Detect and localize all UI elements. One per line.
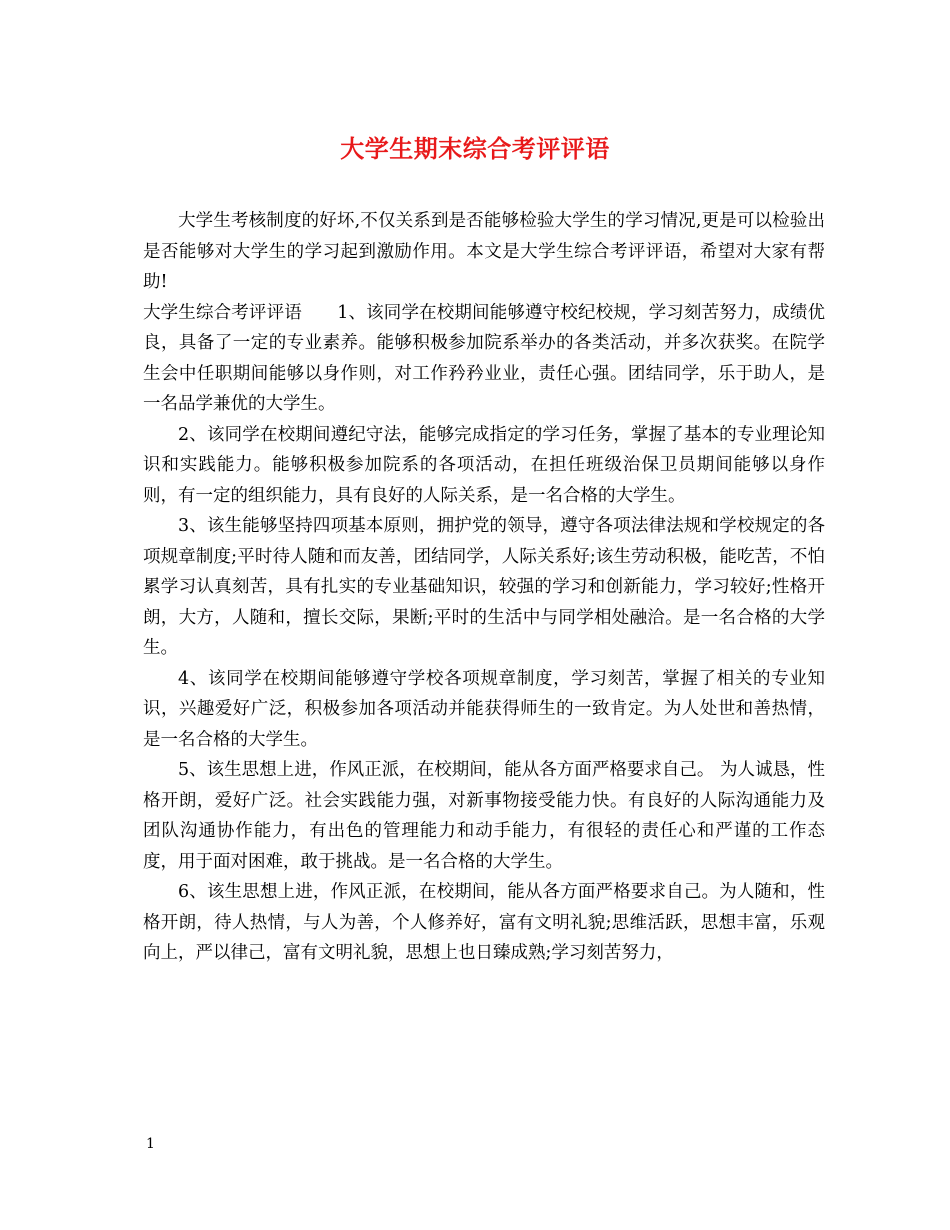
comment-paragraph-3: 3、该生能够坚持四项基本原则，拥护党的领导，遵守各项法律法规和学校规定的各项规章制度;平时待人随和而友善，团结同学，人际关系好;该生劳动积极，能吃苦，不怕累学习认真刻苦，具有扎实的专业基础知识，较强的学习和创新能力，学习较好;性格开朗，大方，人随和，擅长交际，果断;平时的生活中与同学相处融洽。是一名合格的大学生。 (143, 516, 825, 658)
comment-paragraph-6: 6、该生思想上进，作风正派，在校期间，能从各方面严格要求自己。为人随和，性格开朗，待人热情，与人为善，个人修养好，富有文明礼貌;思维活跃，思想丰富，乐观向上，严以律己，富有文明礼貌，思想上也日臻成熟;学习刻苦努力， (143, 882, 825, 963)
intro-paragraph: 大学生考核制度的好坏,不仅关系到是否能够检验大学生的学习情况,更是可以检验出是否能够对大学生的学习起到激励作用。本文是大学生综合考评评语，希望对大家有帮助! (143, 211, 825, 292)
page-number: 1 (146, 1136, 155, 1152)
document-title: 大学生期末综合考评评语 (340, 134, 610, 163)
document-body (143, 206, 825, 969)
comment-paragraph-1: 大学生综合考评评语 1、该同学在校期间能够遵守校纪校规，学习刻苦努力，成绩优良，具备了一定的专业素养。能够积极参加院系举办的各类活动，并多次获奖。在院学生会中任职期间能够以身作则，对工作矜矜业业，责任心强。团结同学，乐于助人，是一名品学兼优的大学生。 (143, 302, 825, 414)
comment-paragraph-4: 4、该同学在校期间能够遵守学校各项规章制度，学习刻苦，掌握了相关的专业知识，兴趣爱好广泛，积极参加各项活动并能获得师生的一致肯定。为人处世和善热情，是一名合格的大学生。 (143, 668, 825, 750)
comment-paragraph-2: 2、该同学在校期间遵纪守法，能够完成指定的学习任务，掌握了基本的专业理论知识和实践能力。能够积极参加院系的各项活动，在担任班级治保卫员期间能够以身作则，有一定的组织能力，具有良好的人际关系，是一名合格的大学生。 (143, 424, 825, 506)
comment-paragraph-5: 5、该生思想上进，作风正派，在校期间，能从各方面严格要求自己。 为人诚恳，性格开朗，爱好广泛。社会实践能力强，对新事物接受能力快。有良好的人际沟通能力及团队沟通协作能力，有出色的管理能力和动手能力，有很轻的责任心和严谨的工作态度，用于面对困难，敢于挑战。是一名合格的大学生。 (143, 760, 825, 872)
